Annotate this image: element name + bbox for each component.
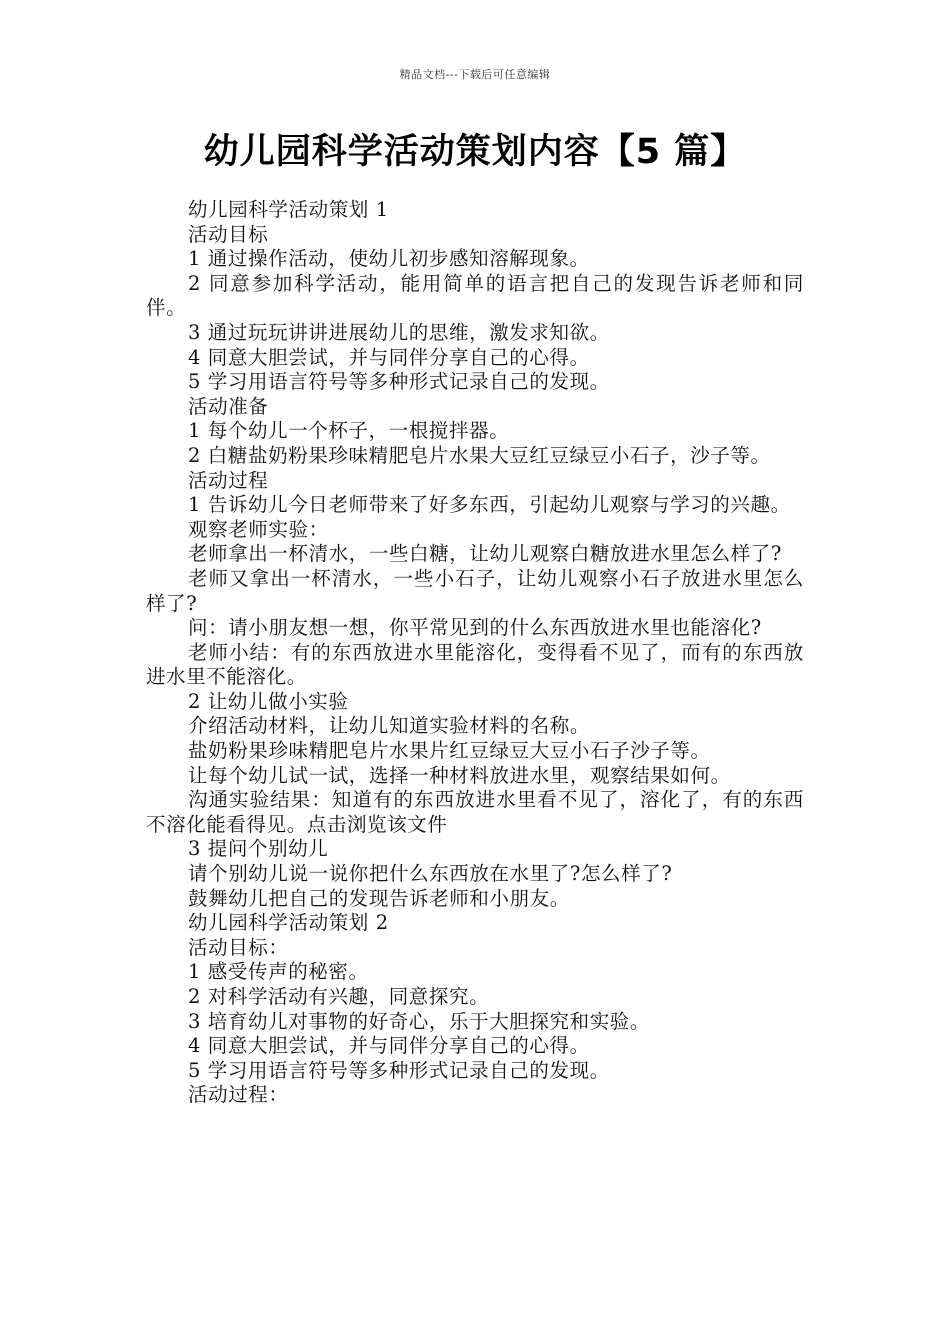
paragraph: 5 学习用语言符号等多种形式记录自己的发现。 xyxy=(188,1058,610,1082)
paragraph: 3 通过玩玩讲讲进展幼儿的思维，激发求知欲。 xyxy=(188,320,610,344)
paragraph: 老师小结：有的东西放进水里能溶化，变得看不见了，而有的东西放进水里不能溶化。 xyxy=(146,640,804,689)
paragraph: 活动准备 xyxy=(188,394,269,418)
paragraph: 2 同意参加科学活动，能用简单的语言把自己的发现告诉老师和同伴。 xyxy=(146,271,804,320)
paragraph: 3 提问个别幼儿 xyxy=(188,837,329,861)
paragraph: 活动过程 xyxy=(188,468,269,492)
paragraph: 盐奶粉果珍味精肥皂片水果片红豆绿豆大豆小石子沙子等。 xyxy=(188,739,711,763)
paragraph: 4 同意大胆尝试，并与同伴分享自己的心得。 xyxy=(188,345,590,369)
paragraph: 幼儿园科学活动策划 2 xyxy=(188,911,389,935)
paragraph: 1 感受传声的秘密。 xyxy=(188,960,369,984)
paragraph: 问：请小朋友想一想，你平常见到的什么东西放进水里也能溶化? xyxy=(188,616,762,640)
paragraph: 老师又拿出一杯清水，一些小石子，让幼儿观察小石子放进水里怎么样了? xyxy=(146,566,804,615)
paragraph: 2 让幼儿做小实验 xyxy=(188,689,349,713)
paragraph: 鼓舞幼儿把自己的发现告诉老师和小朋友。 xyxy=(188,886,570,910)
paragraph: 2 对科学活动有兴趣，同意探究。 xyxy=(188,985,490,1008)
paragraph: 活动目标： xyxy=(188,935,289,959)
paragraph: 观察老师实验： xyxy=(188,517,329,541)
paragraph: 请个别幼儿说一说你把什么东西放在水里了?怎么样了? xyxy=(188,862,673,886)
header-note: 精品文档---下载后可任意编辑 xyxy=(399,68,551,81)
document-title: 幼儿园科学活动策划内容【5 篇】 xyxy=(203,132,747,172)
paragraph: 3 培育幼儿对事物的好奇心，乐于大胆探究和实验。 xyxy=(188,1009,651,1033)
paragraph: 沟通实验结果：知道有的东西放进水里看不见了，溶化了，有的东西不溶化能看得见。点击浏览该文件 xyxy=(146,788,804,836)
paragraph: 1 每个幼儿一个杯子，一根搅拌器。 xyxy=(188,419,510,443)
paragraph: 1 告诉幼儿今日老师带来了好多东西，引起幼儿观察与学习的兴趣。 xyxy=(188,493,791,517)
paragraph: 老师拿出一杯清水，一些白糖，让幼儿观察白糖放进水里怎么样了? xyxy=(188,542,782,566)
paragraph: 5 学习用语言符号等多种形式记录自己的发现。 xyxy=(188,370,610,394)
paragraph: 2 白糖盐奶粉果珍味精肥皂片水果大豆红豆绿豆小石子，沙子等。 xyxy=(188,443,771,467)
paragraph: 让每个幼儿试一试，选择一种材料放进水里，观察结果如何。 xyxy=(188,763,731,787)
paragraph: 活动目标 xyxy=(188,222,269,246)
paragraph: 活动过程： xyxy=(188,1083,289,1107)
paragraph: 幼儿园科学活动策划 1 xyxy=(188,198,389,221)
paragraph: 4 同意大胆尝试，并与同伴分享自己的心得。 xyxy=(188,1034,590,1058)
document-body xyxy=(146,198,804,1108)
paragraph: 1 通过操作活动，使幼儿初步感知溶解现象。 xyxy=(188,247,590,271)
paragraph: 介绍活动材料，让幼儿知道实验材料的名称。 xyxy=(188,714,591,738)
